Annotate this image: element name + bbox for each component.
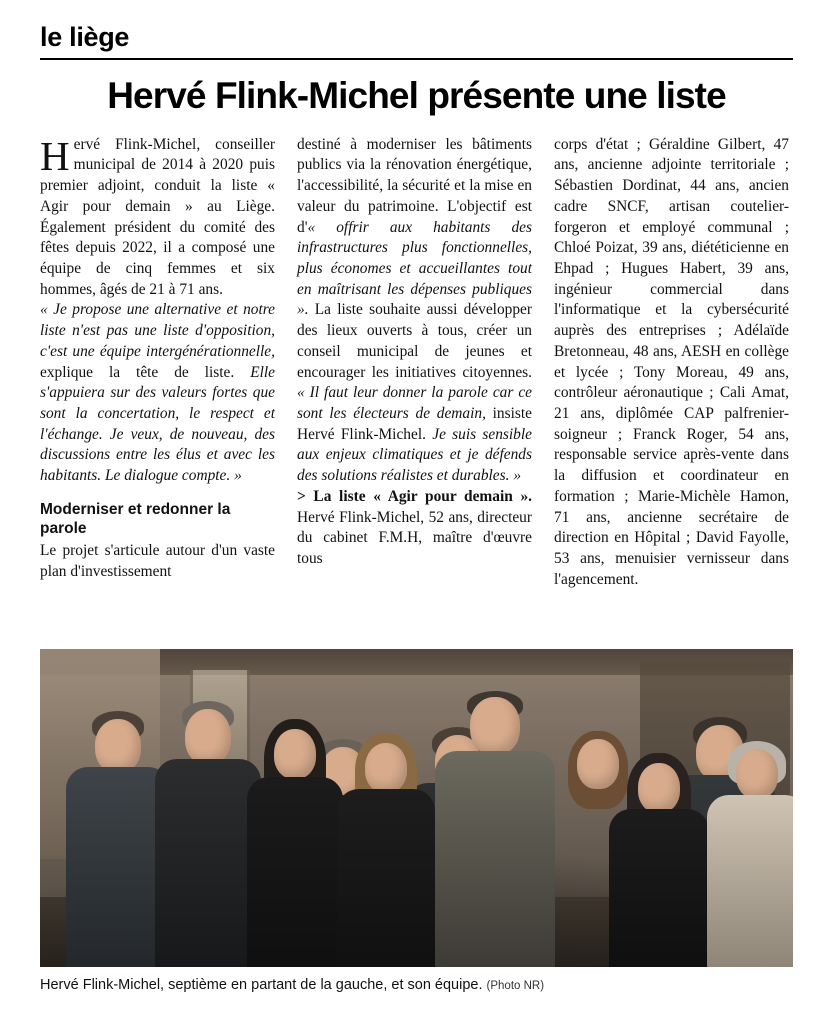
article-columns [40, 132, 793, 635]
person-8 [708, 719, 793, 967]
person-4 [338, 709, 434, 967]
article-paragraph [297, 487, 532, 570]
head [638, 763, 680, 813]
article-paragraph: Le projet s'articule autour d'un vaste plan d'investissement [40, 542, 275, 581]
page-title: Hervé Flink-Michel présente une liste [107, 75, 726, 116]
torso [707, 795, 793, 967]
caption-text: Hervé Flink-Michel, septième en partant de la gauche, et son équipe. [40, 976, 483, 993]
photo-credit: (Photo NR) [486, 979, 545, 992]
person-2 [158, 699, 258, 967]
torso [155, 759, 261, 967]
article-paragraph [40, 300, 275, 486]
attribution-text: explique la tête de liste. [40, 363, 251, 381]
person-3 [248, 701, 342, 967]
article-paragraph [40, 132, 275, 301]
paragraph-text-continued: La liste souhaite aussi développer des lieux ouverts à tous, créer un conseil municipal de jeunes et encourager les initiatives citoyennes. [297, 301, 532, 381]
quote-text-continued: Elle s'appuiera sur des valeurs fortes que sont la concertation, le respect et l'échange. Je veux, de nouveau, des discussions entre les élus et avec les habitants. Le dialogue compte. » [40, 363, 275, 485]
group-photo-image [40, 649, 793, 967]
article-photo [40, 649, 793, 967]
head [365, 743, 407, 793]
torso [609, 809, 709, 967]
article-paragraph [297, 135, 532, 487]
article-column-2 [297, 135, 532, 635]
person-1 [68, 707, 168, 967]
section-kicker: le liège [40, 22, 793, 60]
article-paragraph: corps d'état ; Géraldine Gilbert, 47 ans, ancienne adjointe territoriale ; Sébastien Dordinat, 44 ans, ancien cadre SNCF, artisan coutelier-forgeron et employé communal ; Chloé Poizat, 39 ans, diététicienne en Ehpad ; Hugues Habert, 39 ans, ingénieur commercial dans l'informatique et la cybersécurité auprès des entreprises ; Adélaïde Bretonneau, 48 ans, AESH en collège et lycée ; Tony Moreau, 49 ans, contrôleur aéronautique ; Cali Amat, 21 ans, diplômée CAP palfrenier-soigneur ; Franck Roger, 54 ans, responsable service après-vente dans la diffusion et coordinateur en formation ; Marie-Michèle Hamon, 71 ans, ancienne secrétaire de direction en Hôpital ; David Fayolle, 53 ans, menuisier vernisseur dans l'agencement. [554, 135, 789, 588]
person-7 [610, 715, 708, 967]
article-column-1 [40, 132, 275, 635]
torso [247, 777, 343, 967]
head [274, 729, 316, 779]
quote-text: « offrir aux habitants des infrastructures plus fonctionnelles, plus économes et accueillantes tout en maîtrisant les dépenses publiques ». [297, 218, 532, 319]
photo-caption [40, 976, 793, 994]
subheading: Moderniser et redonner la parole [40, 500, 231, 538]
head [736, 749, 778, 799]
quote-text-3: Je suis sensible aux enjeux climatiques et je défends des solutions réalistes et durables. » [297, 425, 532, 485]
head [95, 719, 141, 773]
paragraph-text: Hervé Flink-Michel, 52 ans, directeur du cabinet F.M.H, maître d'œuvre tous [297, 508, 532, 568]
quote-text-2: « Il faut leur donner la parole car ce sont les électeurs de demain, [297, 384, 532, 423]
torso [435, 751, 555, 967]
paragraph-text: destiné à moderniser les bâtiments publics via la rénovation énergétique, l'accessibilité, la sécurité et la mise en valeur du patrimoine. L'objectif est d' [297, 135, 532, 236]
quote-text: « Je propose une alternative et notre liste n'est pas une liste d'opposition, c'est une équipe intergénérationnelle, [40, 301, 275, 360]
torso [337, 789, 435, 967]
run-in-heading: > La liste « Agir pour demain ». [297, 487, 532, 505]
head [470, 697, 520, 755]
head [185, 709, 231, 765]
article-column-3 [554, 135, 789, 635]
drop-cap: H [40, 132, 70, 179]
attribution-text: insiste Hervé Flink-Michel. [297, 405, 532, 443]
paragraph-text: ervé Flink-Michel, conseiller municipal de 2014 à 2020 puis premier adjoint, conduit la liste « Agir pour demain » au Liège. Également président du comité des fêtes depuis 2022, il a composé une équipe de cinq femmes et six hommes, âgés de 21 à 71 ans. [40, 135, 275, 298]
person-5 [440, 691, 550, 967]
